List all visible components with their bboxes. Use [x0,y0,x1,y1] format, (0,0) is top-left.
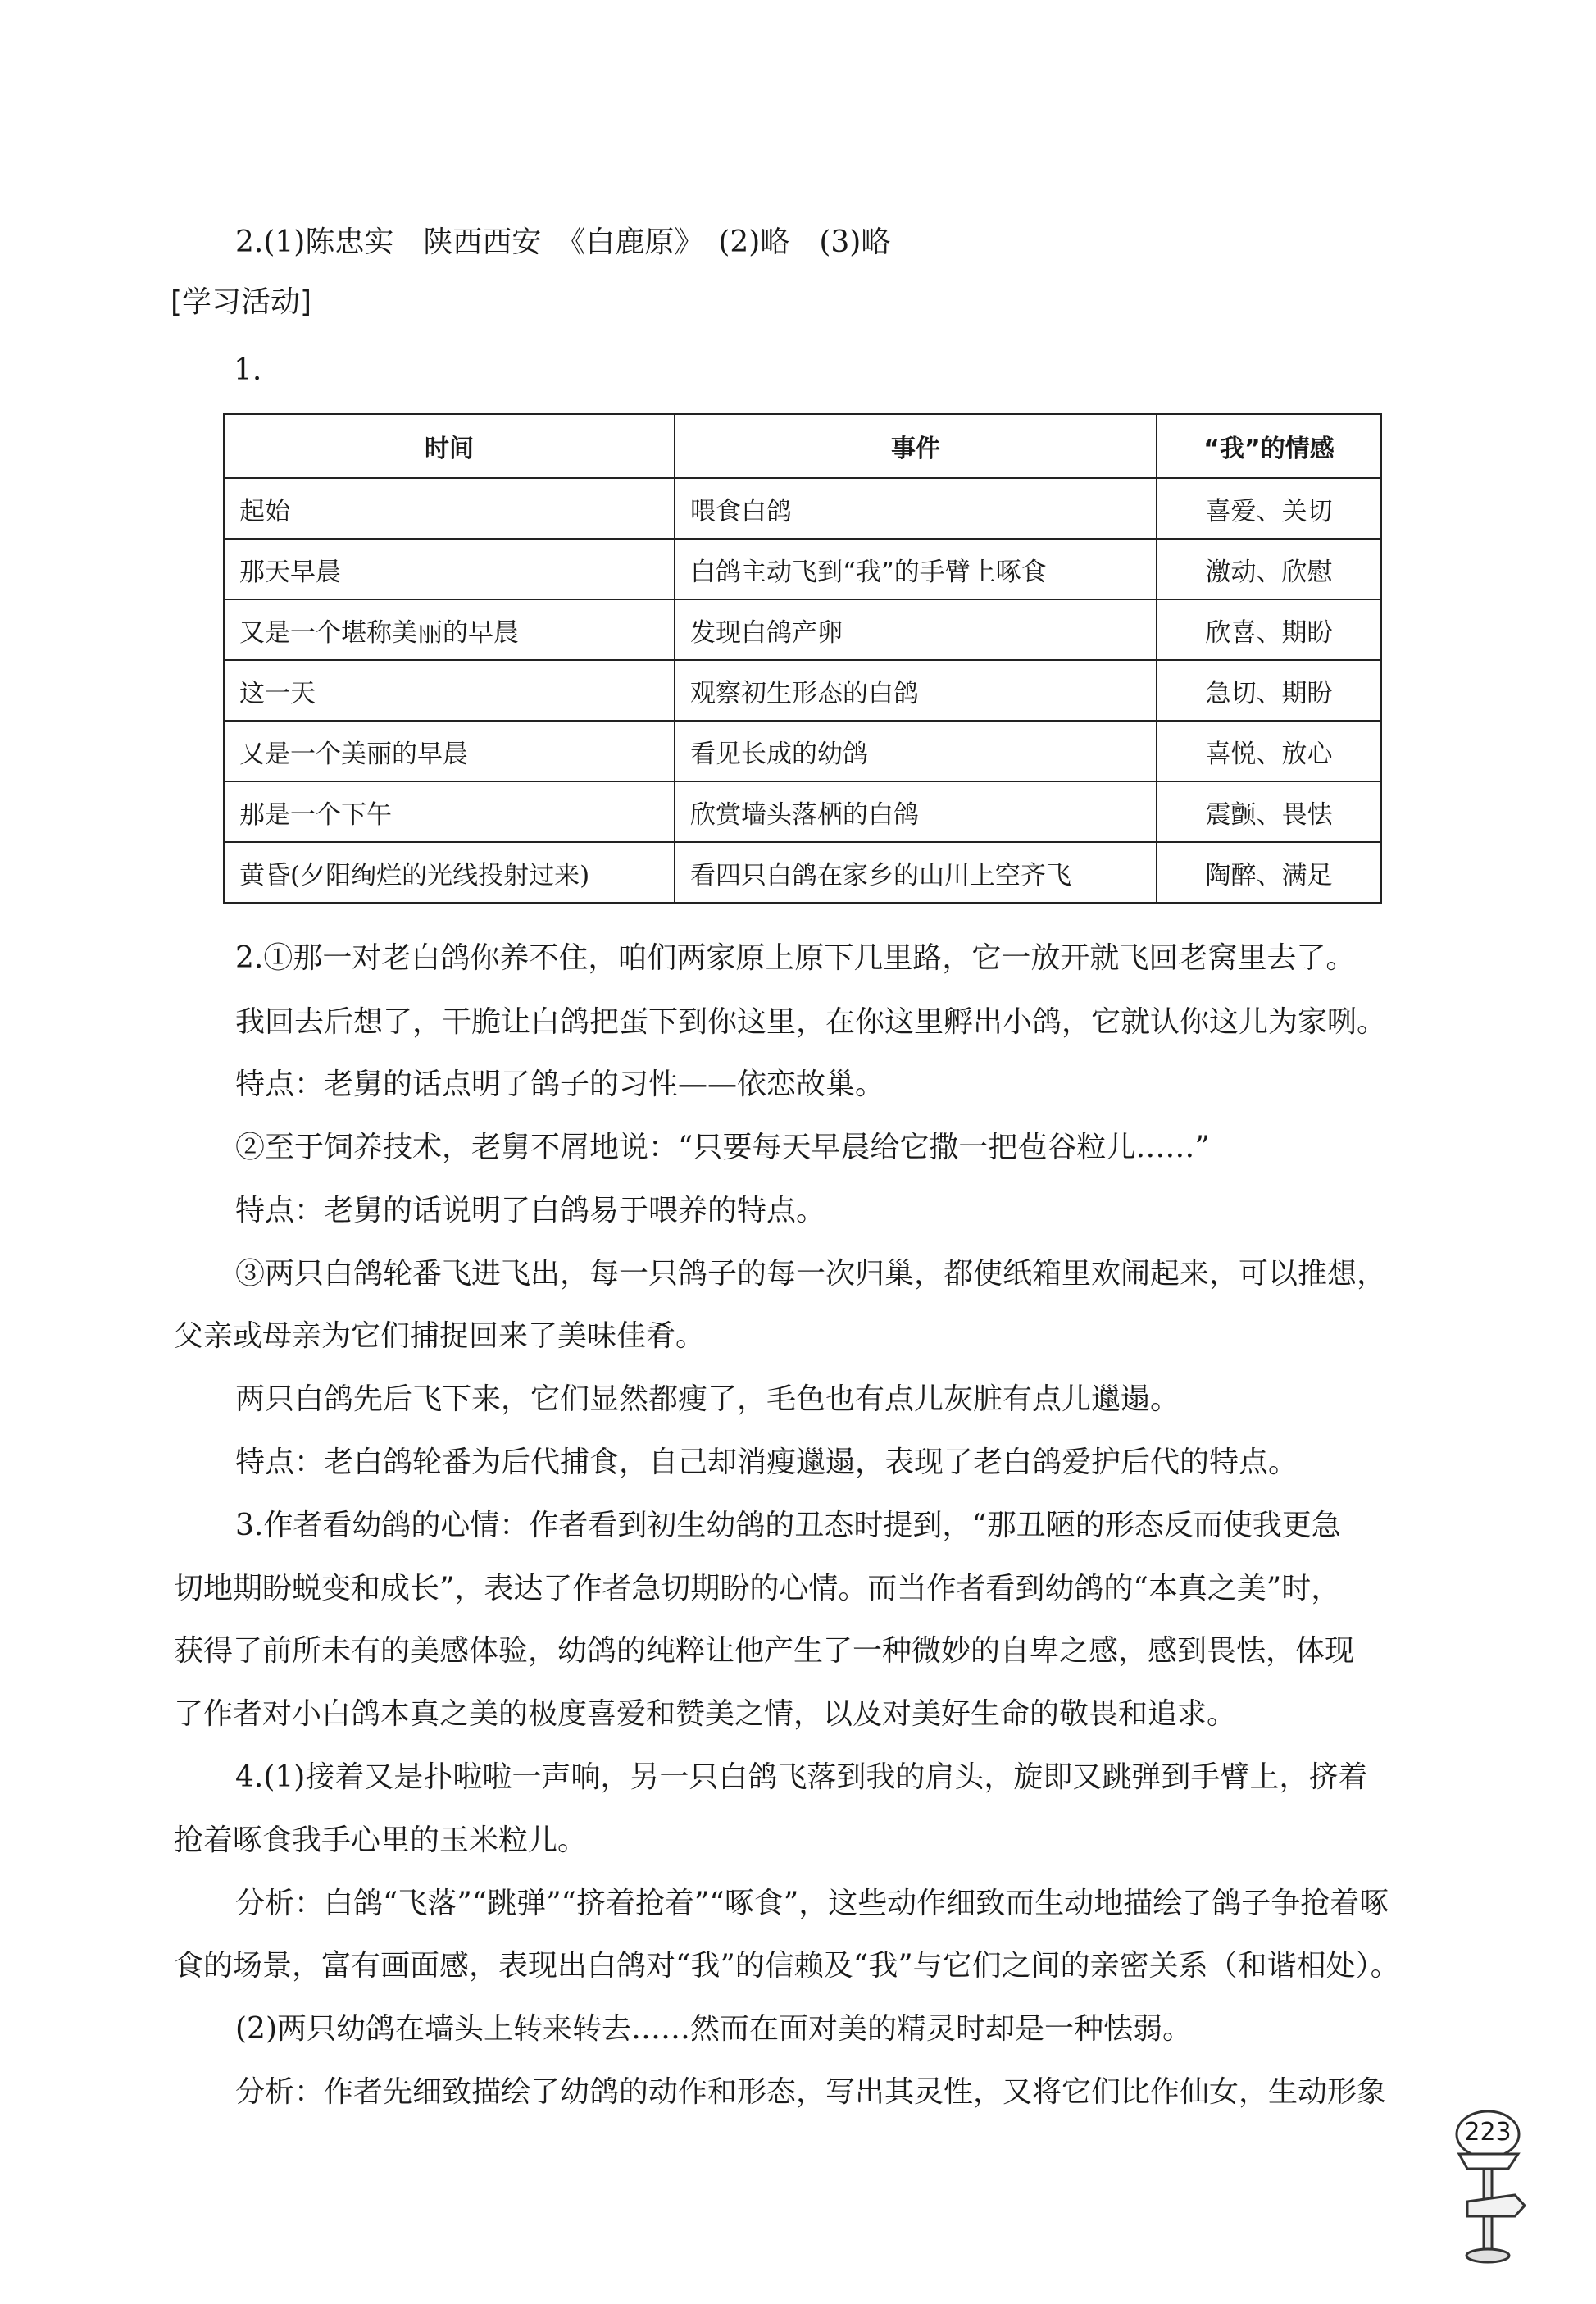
q2-answer: 2.(1)陈忠实 陕西西安 《白鹿原》 (2)略 (3)略 [235,225,891,259]
cell-feeling: 喜爱、关切 [1157,478,1381,539]
answer-line: 两只白鸽先后飞下来，它们显然都瘦了，毛色也有点儿灰脏有点儿邋遢。 [235,1382,1180,1416]
answer-line: 了作者对小白鸽本真之美的极度喜爱和赞美之情，以及对美好生命的敬畏和追求。 [174,1697,1237,1731]
answer-line: 特点：老白鸽轮番为后代捕食，自己却消瘦邋遢，表现了老白鸽爱护后代的特点。 [235,1446,1298,1479]
answer-line: 抢着啄食我手心里的玉米粒儿。 [174,1824,588,1857]
answer-line: 分析：作者先细致描绘了幼鸽的动作和形态，写出其灵性，又将它们比作仙女，生动形象 [235,2075,1387,2109]
header-feeling: “我”的情感 [1157,414,1381,478]
table-row [224,478,1381,539]
events-table [223,413,1382,904]
cell-event: 观察初生形态的白鸽 [675,660,1157,721]
cell-feeling: 喜悦、放心 [1157,721,1381,781]
table-header-row [224,414,1381,478]
cell-time: 又是一个堪称美丽的早晨 [224,599,675,660]
cell-event: 喂食白鸽 [675,478,1157,539]
table-row [224,842,1381,903]
answer-line: 特点：老舅的话说明了白鸽易于喂养的特点。 [235,1194,826,1227]
answer-line: 我回去后想了，干脆让白鸽把蛋下到你这里，在你这里孵出小鸽，它就认你这儿为家咧。 [235,1005,1387,1039]
page-number: 223 [1464,2118,1512,2147]
answer-line: 2.①那一对老白鸽你养不住，咱们两家原上原下几里路，它一放开就飞回老窝里去了。 [235,941,1356,975]
cell-feeling: 陶醉、满足 [1157,842,1381,903]
item1-label: 1. [234,353,262,387]
answer-line: ②至于饲养技术，老舅不屑地说：“只要每天早晨给它撒一把苞谷粒儿……” [235,1131,1210,1164]
answer-line: 父亲或母亲为它们捕捉回来了美味佳肴。 [174,1319,706,1353]
table-row [224,660,1381,721]
cell-time: 那天早晨 [224,539,675,599]
cell-time: 起始 [224,478,675,539]
table-row [224,781,1381,842]
cell-event: 看见长成的幼鸽 [675,721,1157,781]
header-time: 时间 [224,414,675,478]
answer-line: (2)两只幼鸽在墙头上转来转去……然而在面对美的精灵时却是一种怯弱。 [235,2012,1192,2046]
cell-event: 发现白鸽产卵 [675,599,1157,660]
cell-time: 黄昏(夕阳绚烂的光线投射过来) [224,842,675,903]
answer-line: 特点：老舅的话点明了鸽子的习性——依恋故巢。 [235,1068,885,1101]
table-row [224,599,1381,660]
page-number-signpost [1443,2103,1533,2267]
cell-event: 看四只白鸽在家乡的山川上空齐飞 [675,842,1157,903]
answer-line: 切地期盼蜕变和成长”，表达了作者急切期盼的心情。而当作者看到幼鸽的“本真之美”时， [174,1572,1341,1605]
cell-feeling: 激动、欣慰 [1157,539,1381,599]
answer-line: 4.(1)接着又是扑啦啦一声响，另一只白鸽飞落到我的肩头，旋即又跳弹到手臂上，挤着 [235,1760,1368,1794]
answer-line: ③两只白鸽轮番飞进飞出，每一只鸽子的每一次归巢，都使纸箱里欢闹起来，可以推想， [235,1257,1387,1291]
cell-time: 又是一个美丽的早晨 [224,721,675,781]
answer-line: 分析：白鸽“飞落”“跳弹”“挤着抢着”“啄食”，这些动作细致而生动地描绘了鸽子争抢着啄 [235,1887,1389,1920]
cell-feeling: 急切、期盼 [1157,660,1381,721]
cell-feeling: 震颤、畏怯 [1157,781,1381,842]
answer-line: 食的场景，富有画面感，表现出白鸽对“我”的信赖及“我”与它们之间的亲密关系（和谐相处）。 [174,1949,1400,1983]
table-row [224,721,1381,781]
cell-time: 那是一个下午 [224,781,675,842]
cell-time: 这一天 [224,660,675,721]
cell-feeling: 欣喜、期盼 [1157,599,1381,660]
section-title: [学习活动] [171,285,312,319]
table-row [224,539,1381,599]
cell-event: 欣赏墙头落栖的白鸽 [675,781,1157,842]
answer-line: 获得了前所未有的美感体验，幼鸽的纯粹让他产生了一种微妙的自卑之感，感到畏怯，体现 [174,1634,1355,1668]
answer-line: 3.作者看幼鸽的心情：作者看到初生幼鸽的丑态时提到，“那丑陋的形态反而使我更急 [235,1509,1341,1542]
header-event: 事件 [675,414,1157,478]
cell-event: 白鸽主动飞到“我”的手臂上啄食 [675,539,1157,599]
